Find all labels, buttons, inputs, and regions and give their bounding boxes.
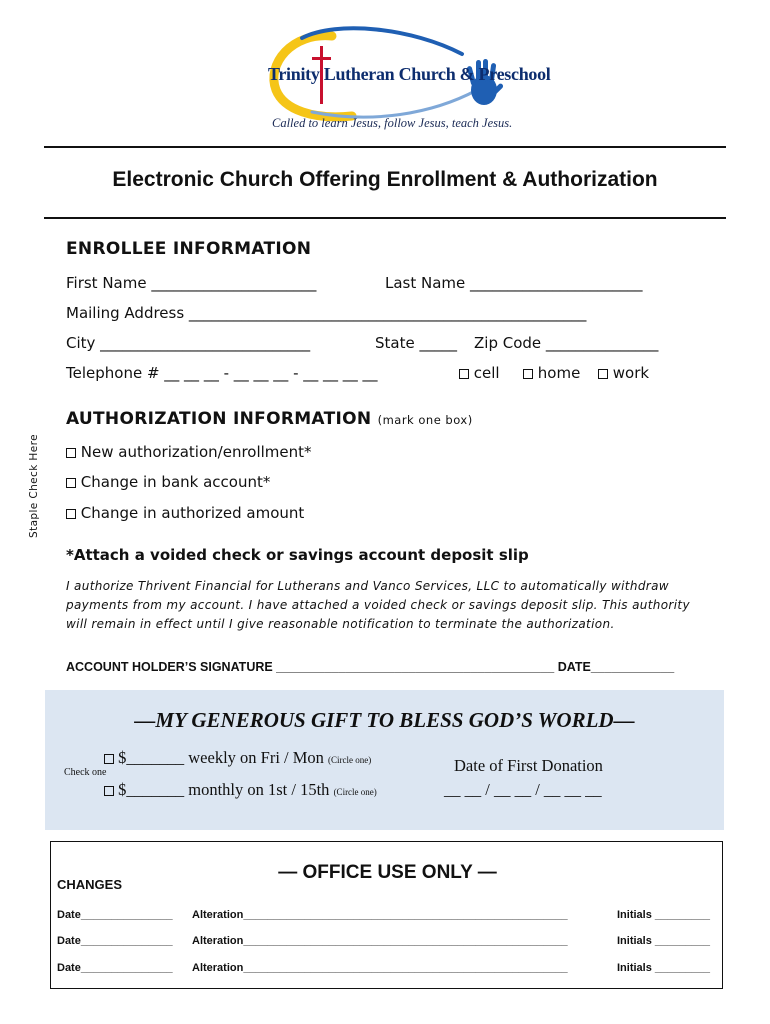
mark-one-note: (mark one box) [377, 413, 473, 427]
logo-text: Trinity Lutheran Church & Preschool [268, 64, 551, 84]
option-label: Change in authorized amount [80, 504, 305, 522]
first-name-field[interactable]: First Name ______________________ [66, 274, 317, 292]
checkbox-icon[interactable] [66, 478, 76, 488]
checkbox-icon[interactable] [104, 786, 114, 796]
authorization-statement: I authorize Thrivent Financial for Lutherans and Vanco Services, LLC to automatically withdraw payments from my account. I have attached a voided check or savings deposit slip. This authority will remain in effect until I give reasonable notification to terminate the authorization. [66, 579, 690, 631]
city-field[interactable]: City ____________________________ [66, 334, 311, 352]
staple-check-label: Staple Check Here [28, 434, 40, 538]
checkbox-icon[interactable] [66, 509, 76, 519]
enrollee-heading: ENROLLEE INFORMATION [66, 239, 312, 259]
change-initials-field[interactable]: Initials _________ [617, 962, 710, 974]
authorization-heading [66, 409, 473, 429]
tagline: Called to learn Jesus, follow Jesus, teach Jesus. [272, 116, 513, 130]
mailing-address-field[interactable]: Mailing Address _____________________________________________________ [66, 304, 587, 322]
church-logo [262, 24, 551, 132]
change-initials-field[interactable]: Initials _________ [617, 909, 710, 921]
circle-one-note: (Circle one) [333, 787, 377, 797]
weekly-option[interactable] [104, 748, 371, 768]
weekly-label: $_______ weekly on Fri / Mon [118, 748, 324, 767]
monthly-label: $_______ monthly on 1st / 15th [118, 780, 330, 799]
option-label: New authorization/enrollment* [80, 443, 312, 461]
first-donation-label: Date of First Donation [454, 756, 603, 775]
phone-type-label: home [537, 364, 581, 382]
change-date-field[interactable]: Date_______________ [57, 962, 173, 974]
signature-line[interactable]: ACCOUNT HOLDER’S SIGNATURE ________________________________________ DATE____________ [66, 660, 675, 674]
circle-one-note: (Circle one) [328, 755, 372, 765]
phone-type-label: cell [473, 364, 500, 382]
change-date-field[interactable]: Date_______________ [57, 909, 173, 921]
option-label: Change in bank account* [80, 473, 271, 491]
phone-type-cell[interactable] [459, 364, 500, 382]
checkbox-icon[interactable] [459, 369, 469, 379]
last-name-field[interactable]: Last Name _______________________ [385, 274, 643, 292]
checkbox-icon[interactable] [523, 369, 533, 379]
authorization-heading-text: AUTHORIZATION INFORMATION [66, 409, 372, 429]
option-change-bank[interactable] [66, 473, 270, 491]
change-alteration-field[interactable]: Alteration_____________________________________________________ [192, 962, 568, 974]
checkbox-icon[interactable] [598, 369, 608, 379]
gift-section [45, 690, 724, 830]
logo-blue-swoosh [302, 28, 462, 54]
option-change-amount[interactable] [66, 504, 304, 522]
state-field[interactable]: State _____ [375, 334, 457, 352]
checkbox-icon[interactable] [104, 754, 114, 764]
zip-code-field[interactable]: Zip Code _______________ [474, 334, 659, 352]
changes-label: CHANGES [57, 877, 123, 892]
checkbox-icon[interactable] [66, 448, 76, 458]
change-initials-field[interactable]: Initials _________ [617, 935, 710, 947]
page-title: Electronic Church Offering Enrollment & Authorization [112, 168, 658, 191]
first-donation-date-field[interactable]: __ __ / __ __ / __ __ __ [444, 780, 602, 799]
phone-type-label: work [612, 364, 650, 382]
office-use-box [50, 841, 723, 989]
gift-title: —MY GENEROUS GIFT TO BLESS GOD’S WORLD— [134, 708, 635, 732]
check-one-label: Check one [64, 767, 107, 778]
monthly-option[interactable] [104, 780, 377, 800]
phone-type-home[interactable] [523, 364, 580, 382]
change-date-field[interactable]: Date_______________ [57, 935, 173, 947]
option-new-authorization[interactable] [66, 443, 312, 461]
change-alteration-field[interactable]: Alteration_____________________________________________________ [192, 935, 568, 947]
change-alteration-field[interactable]: Alteration_____________________________________________________ [192, 909, 568, 921]
office-use-title: — OFFICE USE ONLY — [278, 862, 497, 883]
attach-instruction: *Attach a voided check or savings account deposit slip [66, 546, 529, 564]
phone-type-work[interactable] [598, 364, 649, 382]
divider-title [44, 217, 726, 219]
telephone-field[interactable]: Telephone # __ __ __ - __ __ __ - __ __ __ __ [66, 364, 378, 382]
divider-top [44, 146, 726, 148]
